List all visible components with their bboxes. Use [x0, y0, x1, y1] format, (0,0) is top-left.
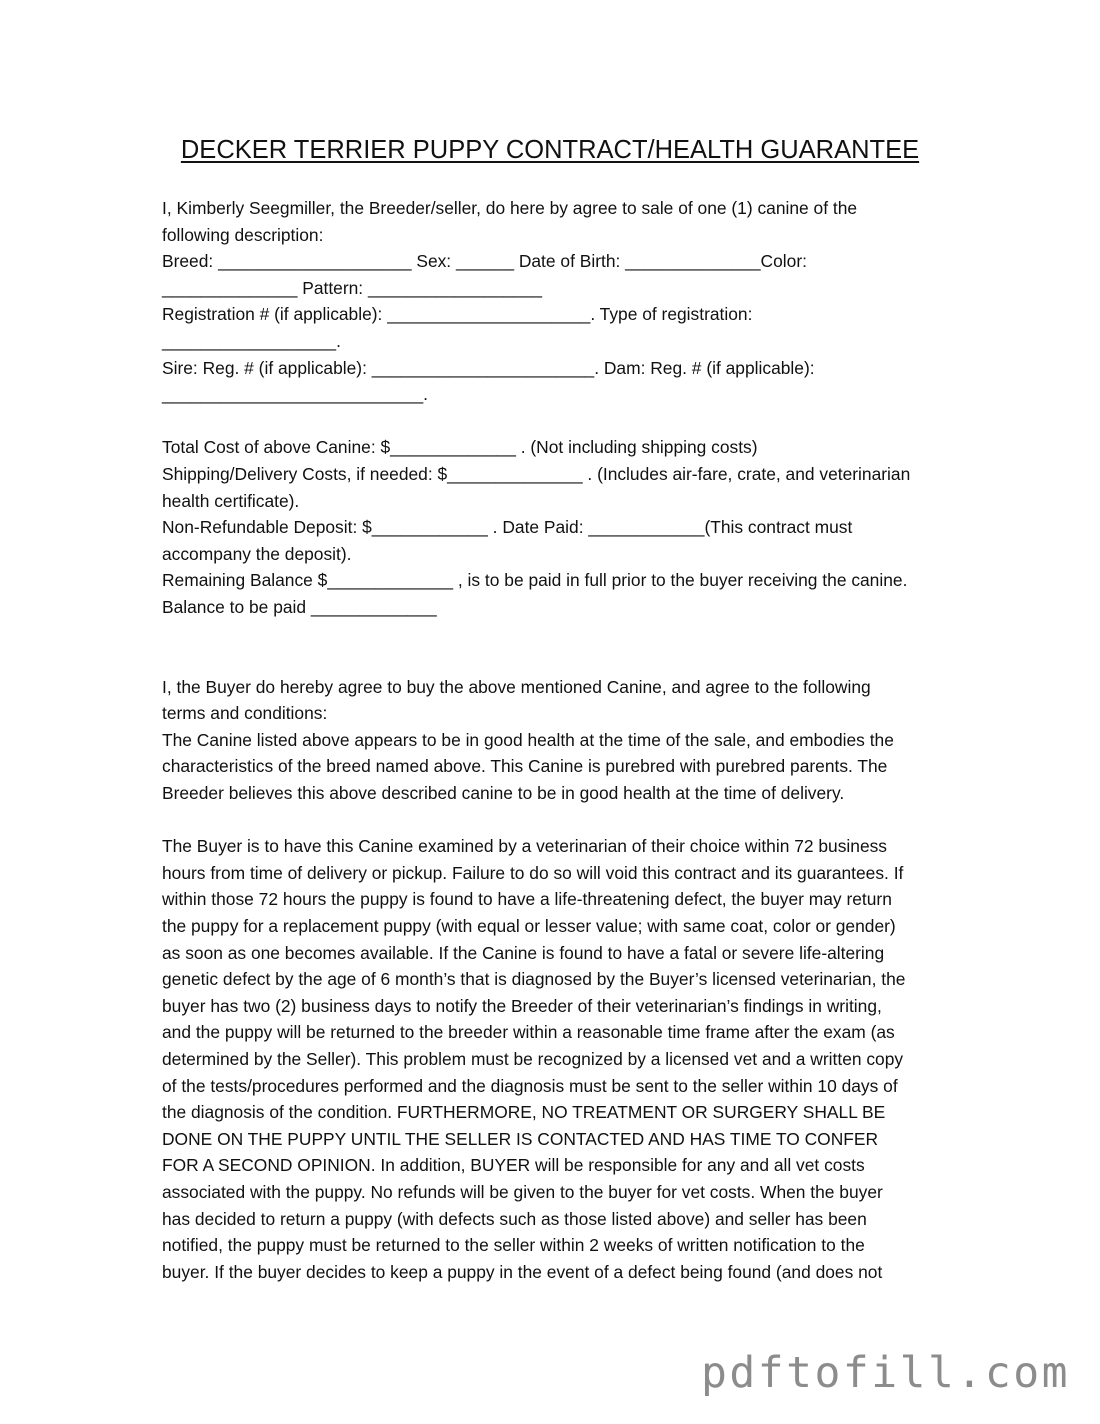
text-line: buyer has two (2) business days to notify the Breeder of their veterinarian’s findings in writing, — [162, 995, 882, 1016]
text-line: notified, the puppy must be returned to the seller within 2 weeks of written notification to the — [162, 1235, 865, 1256]
text-line: Breeder believes this above described canine to be in good health at the time of delivery. — [162, 783, 845, 804]
text-line: terms and conditions: — [162, 703, 328, 724]
watermark: pdftofill.com — [700, 1348, 1070, 1398]
sire-dam-line: Sire: Reg. # (if applicable): _______________________. Dam: Reg. # (if applicable): — [162, 357, 815, 378]
text-line: hours from time of delivery or pickup. Failure to do so will void this contract and its guarantees. If — [162, 862, 904, 883]
cost-section — [162, 434, 952, 620]
text-line: determined by the Seller). This problem must be recognized by a licensed vet and a written copy — [162, 1049, 904, 1069]
total-cost-line: Total Cost of above Canine: $_____________ . (Not including shipping costs) — [162, 437, 758, 458]
document-body — [162, 195, 952, 1285]
text-line: and the puppy will be returned to the breeder within a reasonable time frame after the exam (as — [162, 1022, 895, 1043]
paragraph-gap — [162, 647, 952, 674]
text-line: following description: — [162, 224, 324, 245]
description-section — [162, 195, 952, 408]
text-line: within those 72 hours the puppy is found to have a life-threatening defect, the buyer may return — [162, 889, 892, 910]
balance-to-be-paid-line: Balance to be paid _____________ — [162, 596, 437, 617]
text-line: has decided to return a puppy (with defects such as those listed above) and seller has been — [162, 1208, 867, 1229]
registration-line: Registration # (if applicable): _____________________. Type of registration: — [162, 304, 753, 325]
text-line: genetic defect by the age of 6 month’s that is diagnosed by the Buyer’s licensed veterinarian, the — [162, 969, 906, 990]
text-line: The Canine listed above appears to be in good health at the time of the sale, and embodies the — [162, 729, 894, 750]
dam-registration-line: ___________________________. — [162, 384, 428, 405]
page-title: DECKER TERRIER PUPPY CONTRACT/HEALTH GUARANTEE — [180, 136, 920, 164]
paragraph-gap — [162, 621, 952, 648]
text-line: buyer. If the buyer decides to keep a puppy in the event of a defect being found (and does not — [162, 1261, 883, 1282]
guarantee-section — [162, 833, 952, 1285]
text-line: FOR A SECOND OPINION. In addition, BUYER will be responsible for any and all vet costs — [162, 1155, 865, 1176]
text-line: characteristics of the breed named above. This Canine is purebred with purebred parents. The — [162, 756, 888, 777]
text-line: health certificate). — [162, 490, 300, 511]
text-line: as soon as one becomes available. If the Canine is found to have a fatal or severe life-altering — [162, 942, 885, 963]
text-line: The Buyer is to have this Canine examined by a veterinarian of their choice within 72 business — [162, 836, 888, 857]
paragraph-gap — [162, 408, 952, 435]
text-line: the puppy for a replacement puppy (with equal or lesser value; with same coat, color or gender) — [162, 916, 896, 937]
color-pattern-line: ______________ Pattern: __________________ — [162, 277, 543, 298]
text-line: associated with the puppy. No refunds will be given to the buyer for vet costs. When the buyer — [162, 1181, 883, 1202]
registration-type-line: __________________. — [162, 330, 341, 351]
text-line: accompany the deposit). — [162, 543, 352, 564]
text-line: I, Kimberly Seegmiller, the Breeder/seller, do here by agree to sale of one (1) canine of the — [162, 198, 858, 218]
remaining-balance-line: Remaining Balance $_____________ , is to be paid in full prior to the buyer receiving the canine. — [162, 570, 908, 591]
buyer-agreement-section — [162, 674, 952, 807]
text-line: the diagnosis of the condition. FURTHERMORE, NO TREATMENT OR SURGERY SHALL BE — [162, 1102, 886, 1123]
shipping-cost-line: Shipping/Delivery Costs, if needed: $______________ . (Includes air-fare, crate, and veterinarian — [162, 463, 911, 484]
text-line: of the tests/procedures performed and the diagnosis must be sent to the seller within 10 days of — [162, 1075, 898, 1096]
breed-sex-dob-color-line: Breed: ____________________ Sex: ______ Date of Birth: ______________Color: — [162, 251, 807, 272]
paragraph-gap — [162, 807, 952, 834]
text-line: DONE ON THE PUPPY UNTIL THE SELLER IS CONTACTED AND HAS TIME TO CONFER — [162, 1128, 879, 1149]
deposit-line: Non-Refundable Deposit: $____________ . Date Paid: ____________(This contract must — [162, 517, 853, 538]
text-line: I, the Buyer do hereby agree to buy the above mentioned Canine, and agree to the following — [162, 676, 871, 697]
